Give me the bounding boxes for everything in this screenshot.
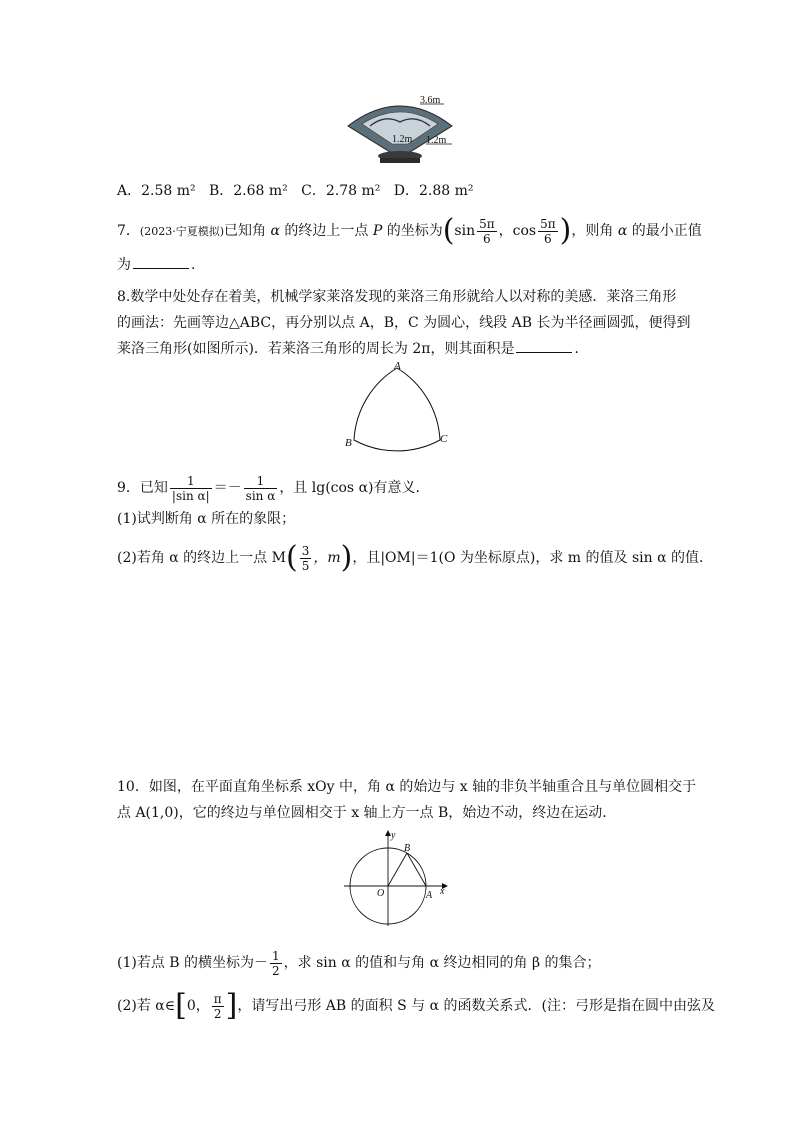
- q6-option-c: C．2.78 m²: [301, 183, 381, 199]
- label-a: A: [426, 890, 433, 901]
- segment-ab: [407, 853, 426, 886]
- label-o: O: [377, 888, 385, 899]
- q8-line1: 8.数学中处处存在着美，机械学家莱洛发现的莱洛三角形就给人以对称的美感．莱洛三角形: [117, 289, 677, 305]
- q9-part1: (1)试判断角 α 所在的象限；: [117, 511, 296, 527]
- q7-answer-blank[interactable]: [133, 254, 189, 269]
- q6-options: [117, 180, 473, 202]
- q9-line1: 9．已知 $\frac{1}{\text{|sin α|}}$ ＝－ $\frac{1}{\text{sin α}}$ ，且 lg(cos α)有意义．: [117, 473, 430, 503]
- label-x: x: [440, 886, 445, 897]
- unit-circle-figure: [340, 828, 450, 928]
- fan-figure: [340, 92, 460, 172]
- q10-part2: (2)若 α∈[0， $\frac{\pi}{2}$ ]，请写出弓形 AB 的面积 S 与 α 的函数关系式．(注：弓形是指在圆中由弦及: [117, 988, 715, 1023]
- q7-line1: 7．(2023·宁夏模拟)已知角 α 的终边上一点 P 的坐标为(sin $\frac{5\pi}{6}$ ，cos $\frac{5\pi}{6}$ )，则角 α 的最小正值: [117, 213, 702, 248]
- q6-option-d: D．2.88 m²: [393, 183, 474, 199]
- fan-base: [380, 158, 420, 163]
- q7-source: (2023·宁夏模拟): [139, 225, 224, 238]
- q8-line2: 的画法：先画等边△ABC，再分别以点 A，B，C 为圆心，线段 AB 长为半径画圆弧，便得到: [117, 315, 691, 331]
- label-y: y: [391, 830, 396, 841]
- q9-m-frac: $\frac{3}{5}$: [301, 543, 310, 573]
- q7-frac-cos: $\frac{5\pi}{6}$: [540, 216, 556, 246]
- q8-line3: 莱洛三角形(如图所示)．若莱洛三角形的周长为 2π，则其面积是 ．: [117, 338, 588, 360]
- q6-option-b: B．2.68 m²: [208, 183, 288, 199]
- reuleaux-label-b: B: [345, 437, 352, 449]
- reuleaux-label-c: C: [440, 433, 448, 445]
- q10-line2: 点 A(1,0)，它的终边与单位圆相交于 x 轴上方一点 B，始边不动，终边在运动．: [117, 805, 617, 821]
- reuleaux-label-a: A: [394, 360, 401, 372]
- q9-frac2: $\frac{1}{\text{sin α}}$: [245, 473, 276, 503]
- fan-label-mid: 1.2m: [392, 134, 413, 145]
- label-b: B: [404, 843, 411, 854]
- fan-label-top: 3.6m: [420, 95, 441, 106]
- fan-label-right: 1.2m: [426, 135, 447, 146]
- q9-part2: (2)若角 α 的终边上一点 M( $\frac{3}{5}$ ，m)，且|OM|＝1(O 为坐标原点)，求 m 的值及 sin α 的值．: [117, 540, 714, 575]
- q10-part1: (1)若点 B 的横坐标为－ $\frac{1}{2}$ ，求 sin α 的值和与角 α 终边相同的角 β 的集合；: [117, 948, 601, 978]
- q9-frac1: $\frac{1}{\text{|sin α|}}$: [171, 473, 210, 503]
- q7-frac-sin: $\frac{5\pi}{6}$: [479, 216, 495, 246]
- segment-ob: [388, 853, 407, 886]
- reuleaux-curve: [354, 368, 440, 451]
- q7-line2: 为 .: [117, 254, 195, 276]
- q10-part1-frac: $\frac{1}{2}$: [272, 948, 280, 978]
- q6-option-a: A．2.58 m²: [117, 183, 196, 199]
- reuleaux-figure: [340, 360, 460, 452]
- q10-part2-frac: $\frac{\pi}{2}$: [213, 991, 222, 1021]
- q8-answer-blank[interactable]: [516, 338, 572, 353]
- q10-line1: 10．如图，在平面直角坐标系 xOy 中，角 α 的始边与 x 轴的非负半轴重合且与单位圆相交于: [117, 779, 697, 795]
